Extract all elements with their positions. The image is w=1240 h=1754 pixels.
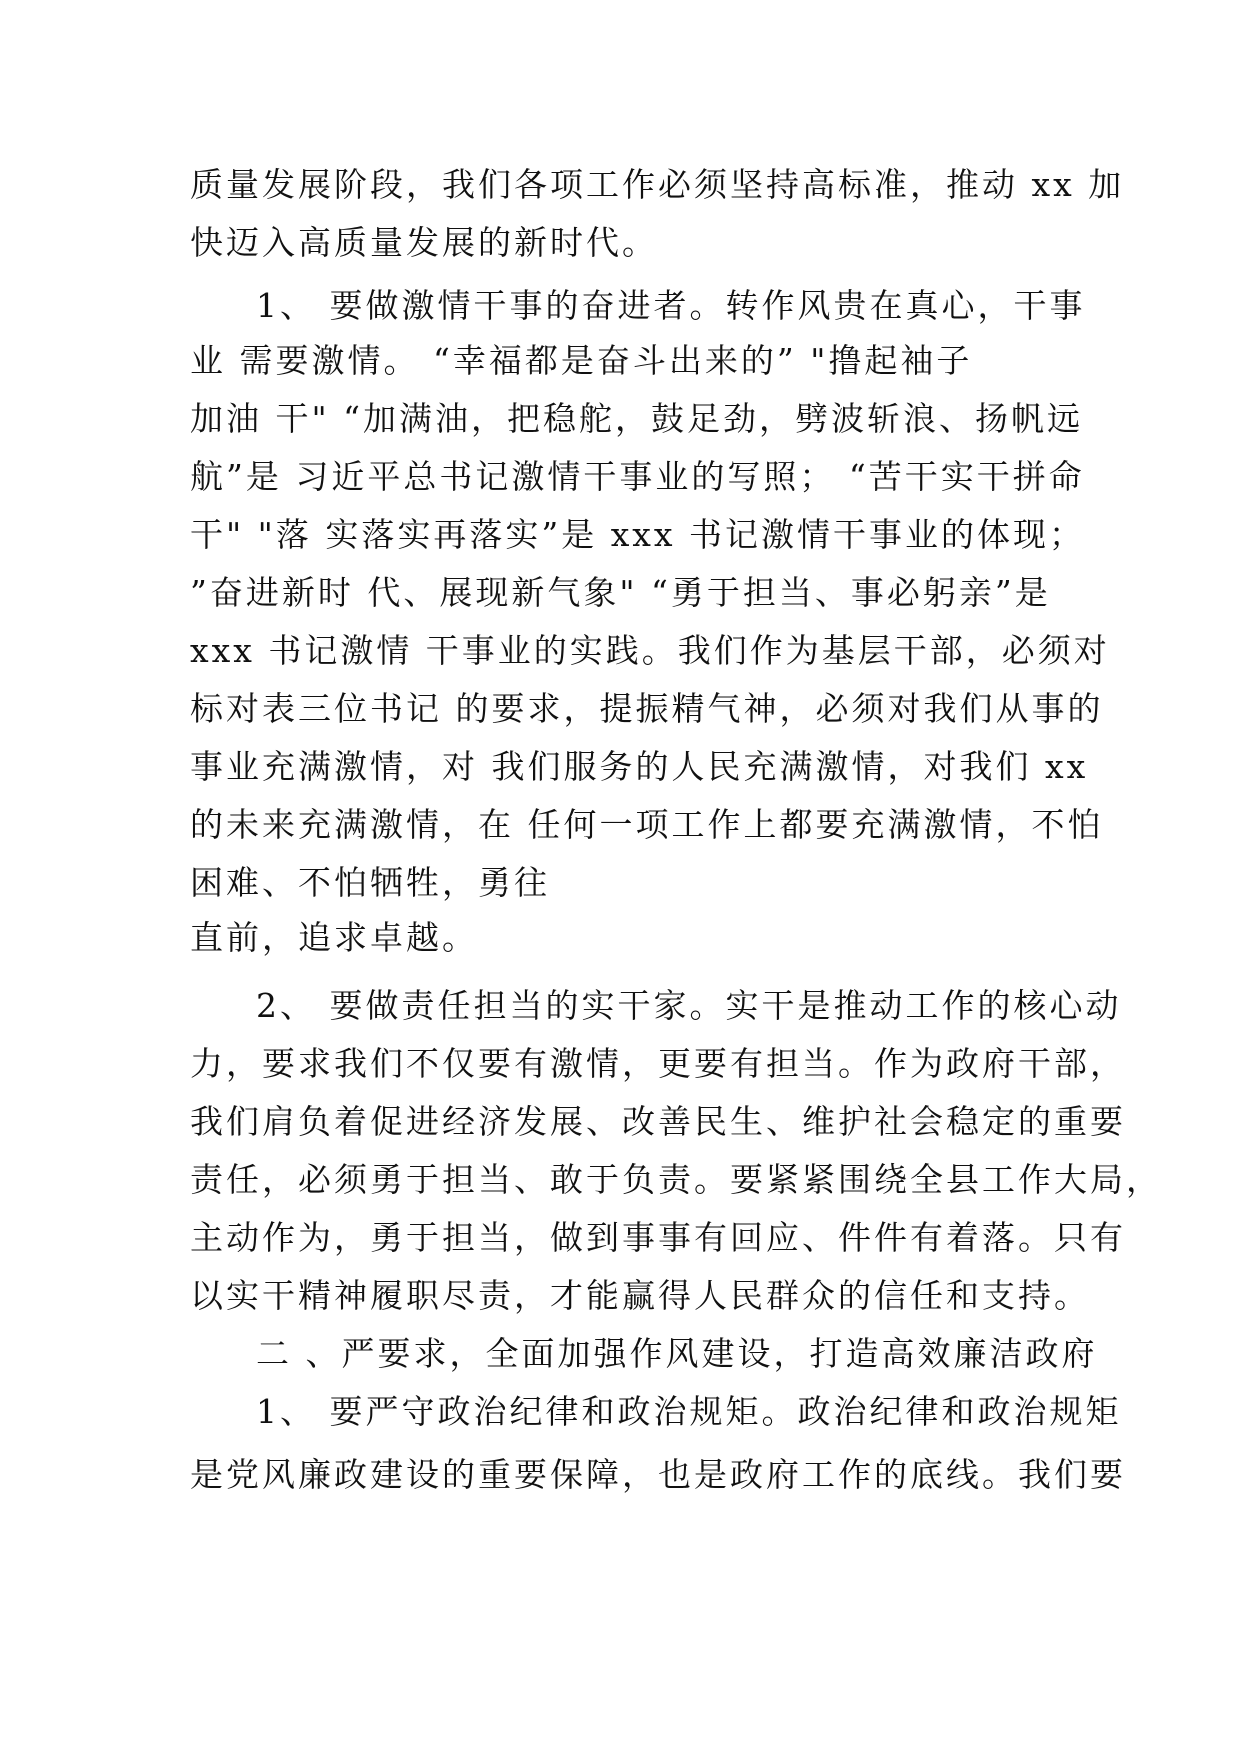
text-line: 责任，必须勇于担当、敢于负责。要紧紧围绕全县工作大局， bbox=[190, 1160, 1162, 1199]
text-line: 业 需要激情。 “幸福都是奋斗出来的” "撸起袖子 bbox=[190, 341, 973, 380]
text-line: 航”是 习近平总书记激情干事业的写照； “苦干实干拼命 bbox=[190, 457, 1085, 496]
text-line: 是党风廉政建设的重要保障，也是政府工作的底线。我们要 bbox=[190, 1455, 1126, 1494]
text-line: 直前，追求卓越。 bbox=[190, 918, 478, 957]
text-line: xxx 书记激情 干事业的实践。我们作为基层干部，必须对 bbox=[190, 631, 1110, 670]
text-line: 主动作为，勇于担当，做到事事有回应、件件有着落。只有 bbox=[190, 1218, 1126, 1257]
text-line: 的未来充满激情，在 任何一项工作上都要充满激情，不怕 bbox=[190, 805, 1104, 844]
text-line: 困难、不怕牺牲，勇往 bbox=[190, 863, 550, 902]
section-heading: 二 、严要求，全面加强作风建设，打造高效廉洁政府 bbox=[256, 1334, 1098, 1373]
text-line: 事业充满激情，对 我们服务的人民充满激情，对我们 xx bbox=[190, 747, 1089, 786]
text-line: 加油 干" “加满油，把稳舵，鼓足劲，劈波斩浪、扬帆远 bbox=[190, 399, 1084, 438]
list-item-heading: 1、 要做激情干事的奋进者。转作风贵在真心，干事 bbox=[256, 286, 1086, 325]
text-line: 标对表三位书记 的要求，提振精气神，必须对我们从事的 bbox=[190, 689, 1104, 728]
text-line: 快迈入高质量发展的新时代。 bbox=[190, 223, 658, 262]
text-line: 我们肩负着促进经济发展、改善民生、维护社会稳定的重要 bbox=[190, 1102, 1126, 1141]
list-item-heading: 2、 要做责任担当的实干家。实干是推动工作的核心动 bbox=[256, 986, 1122, 1025]
text-line: 质量发展阶段，我们各项工作必须坚持高标准，推动 xx 加 bbox=[190, 165, 1125, 204]
text-line: 干" "落 实落实再落实”是 xxx 书记激情干事业的体现； bbox=[190, 515, 1086, 554]
text-line: 以实干精神履职尽责，才能赢得人民群众的信任和支持。 bbox=[190, 1276, 1090, 1315]
text-line: 力，要求我们不仅要有激情，更要有担当。作为政府干部， bbox=[190, 1044, 1126, 1083]
text-line: ”奋进新时 代、展现新气象" “勇于担当、事必躬亲”是 bbox=[190, 573, 1051, 612]
list-item-heading: 1、 要严守政治纪律和政治规矩。政治纪律和政治规矩 bbox=[256, 1392, 1122, 1431]
